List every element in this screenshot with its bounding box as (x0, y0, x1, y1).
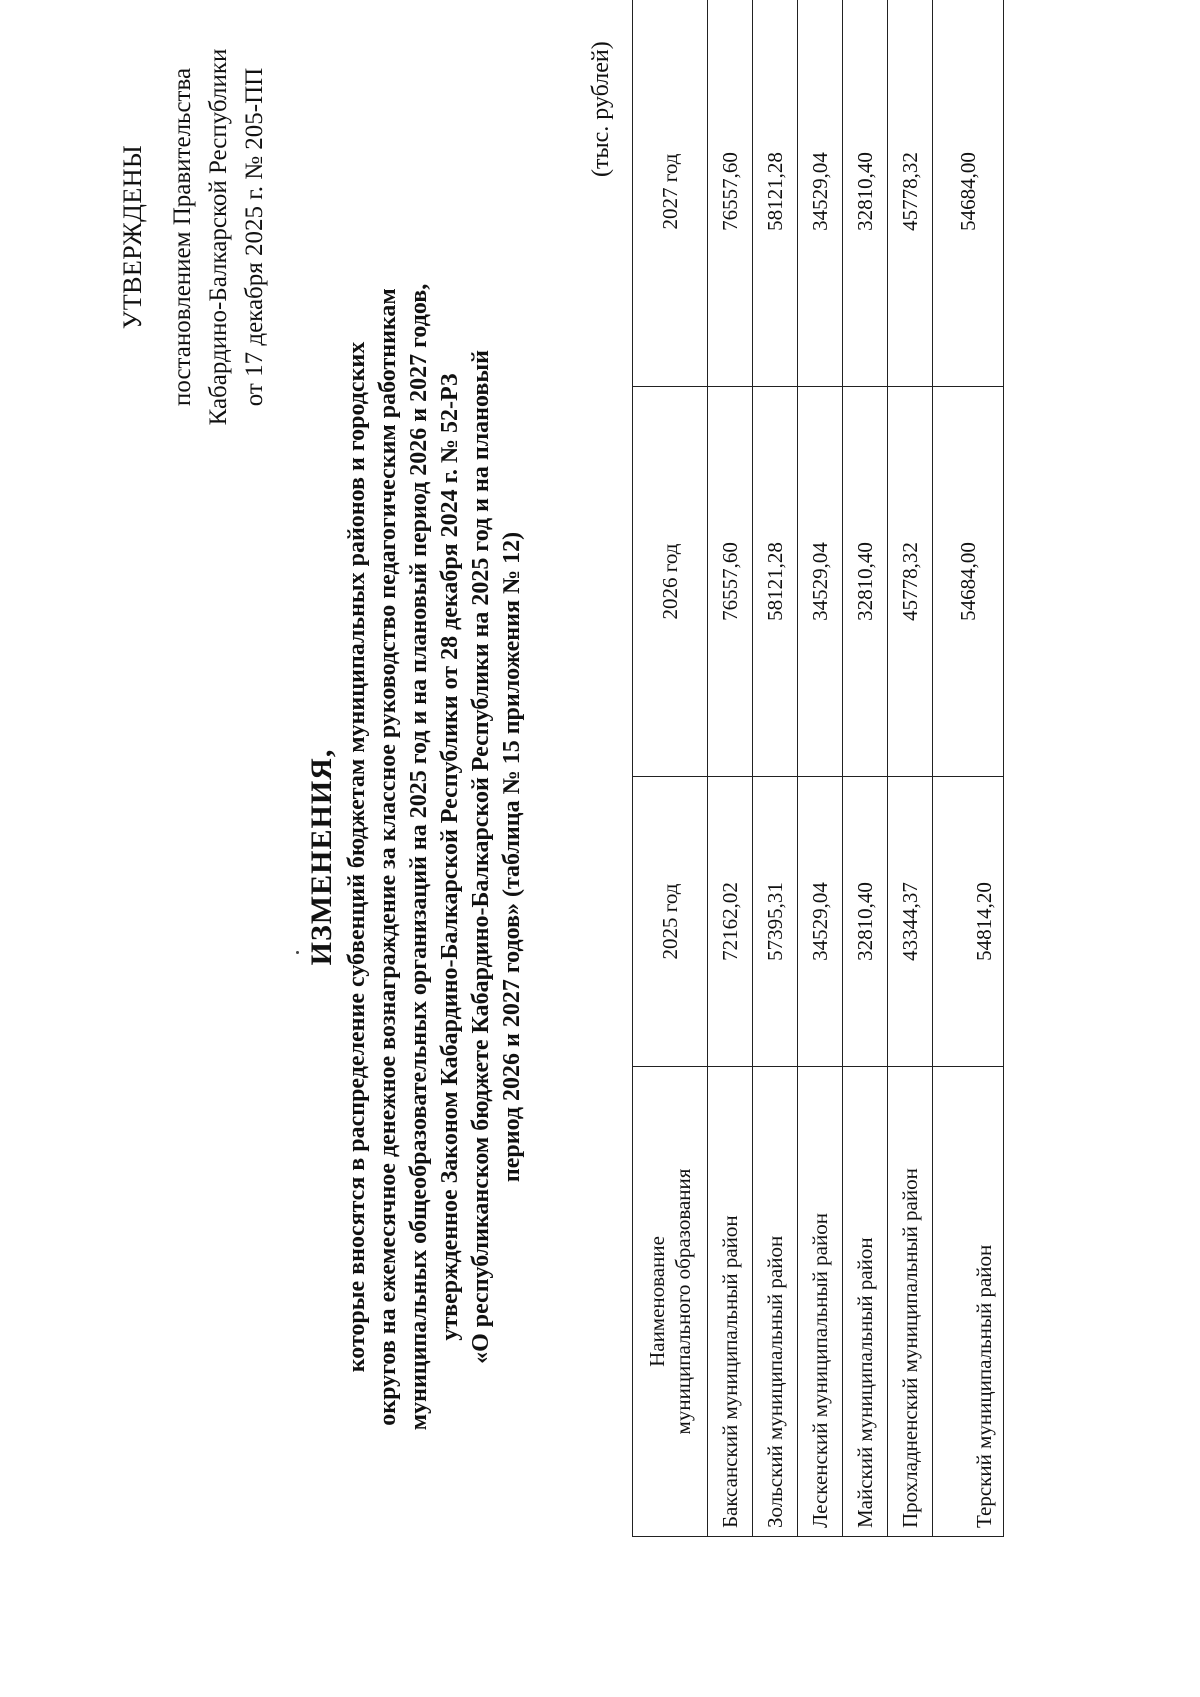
header-2026: 2026 год (633, 387, 708, 777)
table-row (708, 0, 753, 1537)
value-2026: 34529,04 (798, 387, 843, 777)
header-2027: 2027 год (633, 0, 708, 387)
value-2025: 43344,37 (888, 777, 933, 1067)
municipality-name: Прохладненский муниципальный район (888, 1067, 933, 1537)
table-row (933, 0, 1004, 1537)
title-line: «О республиканском бюджете Кабардино-Балкарской Республики на 2025 год и на плановый (468, 350, 494, 1364)
title-line: которые вносятся в распределение субвенций бюджетам муниципальных районов и городских (344, 341, 370, 1373)
table-row (888, 0, 933, 1537)
value-2027: 45778,32 (888, 0, 933, 387)
value-2027: 58121,28 (753, 0, 798, 387)
municipality-name: Лескенский муниципальный район (798, 1067, 843, 1537)
approval-heading: УТВЕРЖДЕНЫ (118, 144, 147, 330)
value-2027: 32810,40 (843, 0, 888, 387)
value-2026: 58121,28 (753, 387, 798, 777)
value-2025: 72162,02 (708, 777, 753, 1067)
header-name (633, 1067, 708, 1537)
municipality-name: Баксанский муниципальный район (708, 1067, 753, 1537)
title-main: ИЗМЕНЕНИЯ, (305, 748, 338, 966)
scan-speck (296, 951, 299, 954)
approval-line: Кабардино-Балкарской Республики (205, 48, 232, 426)
value-2025: 54814,20 (933, 777, 1004, 1067)
municipality-name: Майский муниципальный район (843, 1067, 888, 1537)
value-2025: 57395,31 (753, 777, 798, 1067)
title-line: округов на ежемесячное денежное вознаграждение за классное руководство педагогическим работникам (375, 288, 401, 1426)
value-2027: 34529,04 (798, 0, 843, 387)
header-name-line: муниципального образования (671, 1168, 695, 1435)
approval-line: от 17 декабря 2025 г. № 205-ПП (241, 67, 268, 407)
units-label: (тыс. рублей) (588, 41, 614, 177)
approval-line: постановлением Правительства (169, 67, 196, 407)
value-2026: 54684,00 (933, 387, 1004, 777)
title-line: утвержденное Законом Кабардино-Балкарской Республики от 28 декабря 2024 г. № 52-РЗ (437, 373, 463, 1341)
value-2026: 32810,40 (843, 387, 888, 777)
approval-block (115, 7, 273, 467)
value-2027: 76557,60 (708, 0, 753, 387)
table-header-row (633, 0, 708, 1537)
table-row (843, 0, 888, 1537)
subsidy-table (632, 0, 1004, 1537)
municipality-name: Терский муниципальный район (933, 1067, 1004, 1537)
value-2025: 34529,04 (798, 777, 843, 1067)
value-2025: 32810,40 (843, 777, 888, 1067)
value-2027: 54684,00 (933, 0, 1004, 387)
header-name-line: Наименование (645, 1236, 669, 1367)
table-row (798, 0, 843, 1537)
value-2026: 45778,32 (888, 387, 933, 777)
header-2025: 2025 год (633, 777, 708, 1067)
title-line: муниципальных общеобразовательных организаций на 2025 год и на плановый период 2026 и 2027 годов, (406, 283, 432, 1431)
municipality-name: Зольский муниципальный район (753, 1067, 798, 1537)
value-2026: 76557,60 (708, 387, 753, 777)
title-line: период 2026 и 2027 годов» (таблица № 15 приложения № 12) (499, 531, 525, 1183)
document-title (302, 167, 528, 1547)
table-row (753, 0, 798, 1537)
